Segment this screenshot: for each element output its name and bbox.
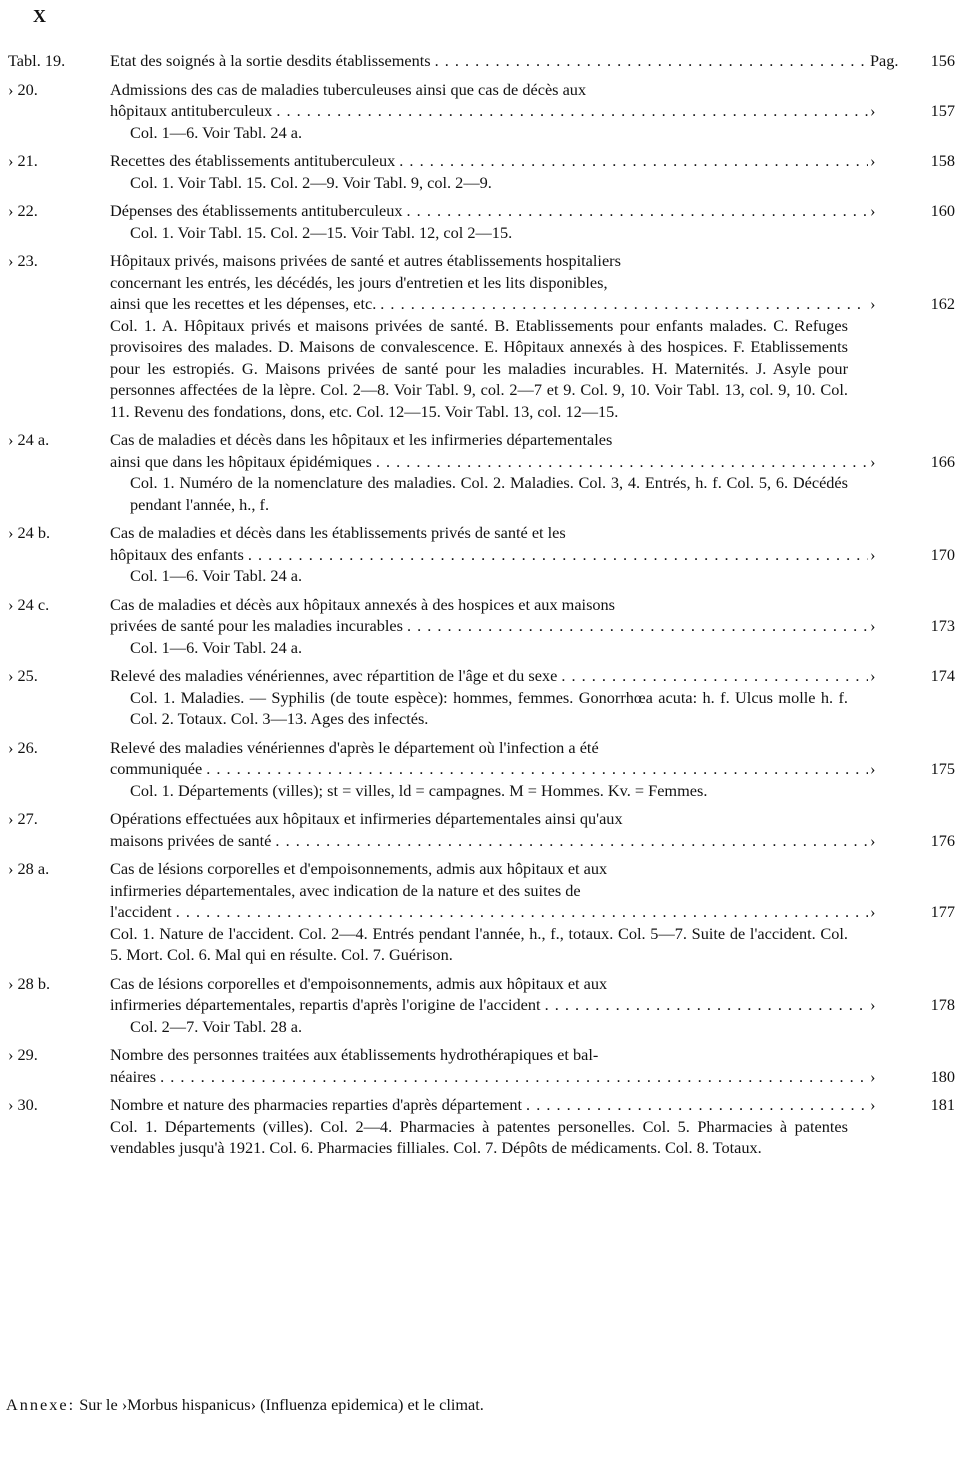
page-mark: › bbox=[870, 294, 876, 313]
title-final-text: hôpitaux des enfants bbox=[110, 544, 244, 564]
page-number-ref: 158 bbox=[930, 151, 955, 170]
title-final-line bbox=[110, 150, 868, 172]
table-number: › 24 c. bbox=[8, 594, 50, 614]
page-mark: › bbox=[870, 151, 876, 170]
toc-entry bbox=[0, 429, 960, 515]
table-number: › 28 a. bbox=[8, 859, 50, 878]
page-reference bbox=[870, 901, 960, 923]
page-mark: › bbox=[870, 830, 876, 850]
entry-title bbox=[110, 1044, 868, 1087]
page-number-ref: 160 bbox=[930, 201, 955, 220]
table-number: › 28 b. bbox=[8, 973, 51, 993]
title-final-text: maisons privées de santé bbox=[110, 830, 272, 850]
page-reference bbox=[870, 665, 960, 687]
title-final-text: l'accident bbox=[110, 902, 172, 921]
dot-leader bbox=[172, 901, 868, 923]
title-final-line bbox=[110, 615, 868, 637]
dot-leader bbox=[541, 994, 868, 1016]
page-number-ref: 181 bbox=[930, 1095, 955, 1114]
page-number-ref: 175 bbox=[930, 759, 955, 778]
page-reference bbox=[870, 200, 960, 222]
page-mark: › bbox=[870, 759, 876, 778]
toc-entry bbox=[0, 79, 960, 144]
page-number-ref: 170 bbox=[930, 544, 955, 564]
table-number: › 23. bbox=[8, 251, 38, 270]
page-reference bbox=[870, 451, 960, 473]
toc-entry bbox=[0, 200, 960, 243]
column-description: Col. 1—6. Voir Tabl. 24 a. bbox=[130, 637, 303, 657]
page-number-ref: 176 bbox=[930, 830, 955, 850]
column-description: Col. 1. Voir Tabl. 15. Col. 2—15. Voir Tabl. 12, col 2—15. bbox=[130, 222, 513, 242]
title-final-line bbox=[110, 100, 868, 122]
title-final-line bbox=[110, 1066, 868, 1088]
title-final-text: Recettes des établissements antituberculeux bbox=[110, 151, 396, 170]
title-line: Cas de lésions corporelles et d'empoisonnements, admis aux hôpitaux et aux bbox=[110, 859, 608, 878]
title-final-line bbox=[110, 665, 868, 687]
dot-leader bbox=[431, 50, 868, 72]
dot-leader bbox=[557, 665, 868, 687]
page-mark: Pag. bbox=[870, 51, 899, 70]
entry-title bbox=[110, 973, 868, 1038]
entry-title bbox=[110, 1094, 868, 1159]
column-description: Col. 1. Numéro de la nomenclature des maladies. Col. 2. Maladies. Col. 3, 4. Entrés, h. f. Col. 5, 6. Décédés pendant l'année, h., f. bbox=[130, 473, 848, 514]
page-mark: › bbox=[870, 101, 876, 120]
table-number: › 22. bbox=[8, 201, 38, 220]
title-final-line bbox=[110, 451, 868, 473]
toc-entry bbox=[0, 1044, 960, 1087]
page-mark: › bbox=[870, 544, 876, 564]
column-description: Col. 1—6. Voir Tabl. 24 a. bbox=[130, 122, 303, 142]
page-reference bbox=[870, 50, 960, 72]
page-reference bbox=[870, 994, 960, 1016]
dot-leader bbox=[395, 150, 868, 172]
dot-leader bbox=[376, 293, 868, 315]
title-final-text: infirmeries départementales, repartis d'après l'origine de l'accident bbox=[110, 995, 541, 1014]
title-line: Hôpitaux privés, maisons privées de santé et autres établissements hospitaliers bbox=[110, 251, 621, 270]
page-reference bbox=[870, 100, 960, 122]
table-number: › 29. bbox=[8, 1045, 38, 1064]
dot-leader bbox=[156, 1066, 868, 1088]
entry-title bbox=[110, 150, 868, 193]
dot-leader bbox=[403, 615, 868, 637]
dot-leader bbox=[403, 200, 868, 222]
table-number: › 26. bbox=[8, 737, 38, 757]
page-number-ref: 180 bbox=[930, 1066, 955, 1086]
page-number-ref: 162 bbox=[930, 294, 955, 313]
page-mark: › bbox=[870, 995, 876, 1014]
page-mark: › bbox=[870, 201, 876, 220]
page-reference bbox=[870, 293, 960, 315]
title-line: concernant les entrés, les décédés, les jours d'entretien et les lits disponibles, bbox=[110, 272, 608, 292]
entry-title bbox=[110, 250, 868, 422]
title-line: Cas de lésions corporelles et d'empoisonnements, admis aux hôpitaux et aux bbox=[110, 973, 608, 993]
toc-entry bbox=[0, 973, 960, 1038]
title-line: infirmeries départementales, avec indication de la nature et des suites de bbox=[110, 880, 581, 900]
toc-entry bbox=[0, 665, 960, 730]
toc-entry bbox=[0, 50, 960, 72]
title-final-line bbox=[110, 994, 868, 1016]
page-number-ref: 177 bbox=[930, 902, 955, 921]
column-description: Col. 1. A. Hôpitaux privés et maisons privées de santé. B. Etablissements pour enfants malades. C. Refuges provisoires des malades. D. Maisons de convalescence. E. Hôpitaux annexés à des hospices. F. Etablissements pour les estropiés. G. Maisons privées de santé pour les maladies incurables. H. Maternités. J. Asyle pour personnes affectées de la lèpre. Col. 2—8. Voir Tabl. 9, col. 2—7 et 9. Col. 9, 10. Voir Tabl. 13, col. 9, 10. Col. 11. Revenu des fondations, dons, etc. Col. 12—15. Voir Tabl. 13, col. 12—15. bbox=[110, 315, 848, 421]
page-mark: › bbox=[870, 902, 876, 921]
page-number-ref: 178 bbox=[930, 995, 955, 1014]
page-reference bbox=[870, 544, 960, 566]
toc-entry bbox=[0, 737, 960, 802]
toc-entry bbox=[0, 150, 960, 193]
page-reference bbox=[870, 615, 960, 637]
page-reference bbox=[870, 758, 960, 780]
title-final-text: ainsi que les recettes et les dépenses, etc. bbox=[110, 294, 377, 313]
toc-entry bbox=[0, 594, 960, 659]
title-line: Cas de maladies et décès aux hôpitaux annexés à des hospices et aux maisons bbox=[110, 594, 616, 614]
toc-entry bbox=[0, 1094, 960, 1159]
entry-title bbox=[110, 522, 868, 587]
title-final-line bbox=[110, 1094, 868, 1116]
column-description: Col. 1. Voir Tabl. 15. Col. 2—9. Voir Tabl. 9, col. 2—9. bbox=[130, 172, 492, 192]
dot-leader bbox=[372, 451, 868, 473]
title-line: Cas de maladies et décès dans les établissements privés de santé et les bbox=[110, 523, 566, 542]
title-final-text: ainsi que dans les hôpitaux épidémiques bbox=[110, 451, 372, 471]
table-number: › 20. bbox=[8, 79, 38, 99]
title-final-text: hôpitaux antituberculeux bbox=[110, 101, 273, 120]
table-number: Tabl. 19. bbox=[8, 51, 66, 70]
annex-note bbox=[6, 1394, 484, 1416]
page-reference bbox=[870, 150, 960, 172]
page-number-ref: 166 bbox=[930, 451, 955, 471]
title-line: Nombre des personnes traitées aux établissements hydrothérapiques et bal- bbox=[110, 1045, 599, 1064]
page-reference bbox=[870, 830, 960, 852]
entry-title bbox=[110, 79, 868, 144]
column-description: Col. 1. Nature de l'accident. Col. 2—4. Entrés pendant l'année, h., f., totaux. Col. 5—7. Suite de l'accident. Col. 5. Mort. Col. 6. Mal qui en résulte. Col. 7. Guérison. bbox=[110, 923, 848, 964]
page-mark: › bbox=[870, 1066, 876, 1086]
table-number: › 24 a. bbox=[8, 430, 50, 449]
dot-leader bbox=[202, 758, 868, 780]
toc-entry bbox=[0, 250, 960, 422]
entry-title bbox=[110, 594, 868, 659]
column-description: Col. 1. Maladies. — Syphilis (de toute espèce): hommes, femmes. Gonorrhœa acuta: h. f. Ulcus molle h. f. Col. 2. Totaux. Col. 3—13. Ages des infectés. bbox=[130, 687, 848, 728]
column-description: Col. 1. Départements (villes); st = villes, ld = campagnes. M = Hommes. Kv. = Femmes. bbox=[130, 780, 708, 800]
title-line: Admissions des cas de maladies tuberculeuses ainsi que cas de décès aux bbox=[110, 79, 587, 99]
title-final-text: Etat des soignés à la sortie desdits établissements bbox=[110, 51, 431, 70]
entry-title bbox=[110, 737, 868, 802]
page-mark: › bbox=[870, 616, 876, 635]
entry-title bbox=[110, 429, 868, 515]
page-number-ref: 173 bbox=[930, 616, 955, 635]
title-final-text: Dépenses des établissements antituberculeux bbox=[110, 201, 403, 220]
entry-title bbox=[110, 808, 868, 851]
title-final-text: Relevé des maladies vénériennes, avec répartition de l'âge et du sexe bbox=[110, 666, 558, 685]
title-line: Cas de maladies et décès dans les hôpitaux et les infirmeries départementales bbox=[110, 430, 613, 449]
toc-entry bbox=[0, 858, 960, 966]
toc-entry bbox=[0, 522, 960, 587]
dot-leader bbox=[522, 1094, 868, 1116]
page-mark: › bbox=[870, 451, 876, 471]
title-final-text: Nombre et nature des pharmacies reparties d'après département bbox=[110, 1095, 523, 1114]
title-line: Relevé des maladies vénériennes d'après le département où l'infection a été bbox=[110, 737, 599, 757]
table-number: › 27. bbox=[8, 809, 38, 828]
column-description: Col. 1—6. Voir Tabl. 24 a. bbox=[130, 566, 303, 585]
title-final-line bbox=[110, 830, 868, 852]
page-number-ref: 156 bbox=[930, 51, 955, 70]
title-final-text: privées de santé pour les maladies incurables bbox=[110, 616, 403, 635]
dot-leader bbox=[272, 100, 868, 122]
page-number: X bbox=[33, 6, 46, 26]
table-number: › 21. bbox=[8, 151, 38, 170]
column-description: Col. 1. Départements (villes). Col. 2—4. Pharmacies à patentes personelles. Col. 5. Pharmacies à patentes vendables jusqu'à 1921. Col. 6. Pharmacies filliales. Col. 7. Dépôts de médicaments. Col. 8. Totaux. bbox=[110, 1116, 848, 1157]
entry-title bbox=[110, 50, 868, 72]
title-final-line bbox=[110, 544, 868, 566]
title-final-text: néaires bbox=[110, 1066, 157, 1086]
title-final-line bbox=[110, 758, 868, 780]
page-mark: › bbox=[870, 666, 876, 685]
table-of-contents bbox=[0, 50, 960, 1166]
dot-leader bbox=[271, 830, 868, 852]
annex-text: Sur le ›Morbus hispanicus› (Influenza epidemica) et le climat. bbox=[79, 1395, 484, 1414]
page-reference bbox=[870, 1066, 960, 1088]
toc-entry bbox=[0, 808, 960, 851]
title-final-line bbox=[110, 901, 868, 923]
entry-title bbox=[110, 858, 868, 966]
title-final-line bbox=[110, 50, 868, 72]
column-description: Col. 2—7. Voir Tabl. 28 a. bbox=[130, 1016, 303, 1036]
page-number-ref: 174 bbox=[930, 666, 955, 685]
title-final-text: communiquée bbox=[110, 759, 203, 778]
table-number: › 30. bbox=[8, 1095, 38, 1114]
entry-title bbox=[110, 200, 868, 243]
title-final-line bbox=[110, 200, 868, 222]
page-reference bbox=[870, 1094, 960, 1116]
table-number: › 24 b. bbox=[8, 523, 51, 542]
table-number: › 25. bbox=[8, 666, 38, 685]
title-final-line bbox=[110, 293, 868, 315]
page-mark: › bbox=[870, 1095, 876, 1114]
entry-title bbox=[110, 665, 868, 730]
title-line: Opérations effectuées aux hôpitaux et infirmeries départementales ainsi qu'aux bbox=[110, 809, 623, 828]
dot-leader bbox=[244, 544, 868, 566]
annex-label: Annexe: bbox=[6, 1395, 76, 1414]
page-number-ref: 157 bbox=[930, 101, 955, 120]
